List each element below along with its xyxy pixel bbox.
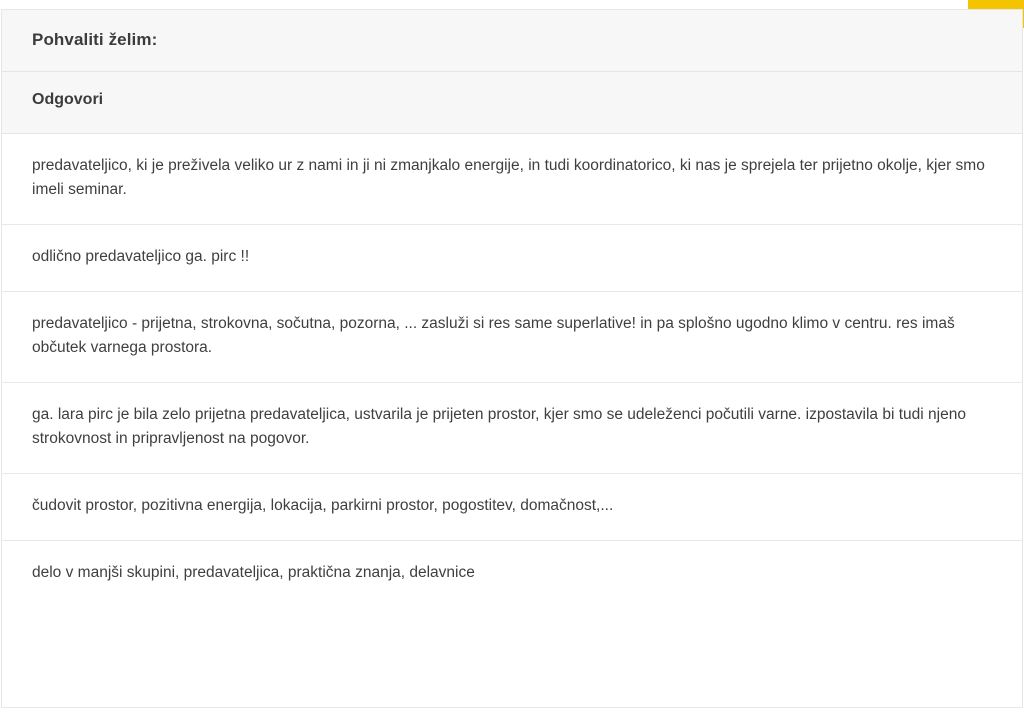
table-row [2, 292, 1022, 383]
table-row [2, 474, 1022, 541]
panel-header [2, 10, 1022, 72]
table-row [2, 383, 1022, 474]
responses-list [2, 134, 1022, 607]
response-text: delo v manjši skupini, predavateljica, praktična znanja, delavnice [32, 564, 475, 582]
table-row [2, 541, 1022, 607]
response-text: odlično predavateljico ga. pirc !! [32, 248, 250, 266]
page-title: Pohvaliti želim: [32, 30, 158, 49]
response-text: čudovit prostor, pozitivna energija, lokacija, parkirni prostor, pogostitev, domačnost,... [32, 497, 614, 515]
table-column-header [2, 72, 1022, 134]
table-row [2, 134, 1022, 225]
response-text: predavateljico - prijetna, strokovna, sočutna, pozorna, ... zasluži si res same superlative! in pa splošno ugodno klimo v centru. res imaš občutek varnega prostora. [32, 315, 955, 357]
response-text: ga. lara pirc je bila zelo prijetna predavateljica, ustvarila je prijeten prostor, kjer smo se udeleženci počutili varne. izpostavila bi tudi njeno strokovnost in pripravljenost na pogovor. [32, 406, 966, 448]
table-row [2, 225, 1022, 292]
column-header-answers: Odgovori [32, 91, 104, 108]
response-text: predavateljico, ki je preživela veliko ur z nami in ji ni zmanjkalo energije, in tudi koordinatorico, ki nas je sprejela ter prijetno okolje, kjer smo imeli seminar. [32, 157, 985, 199]
responses-panel [1, 9, 1023, 708]
